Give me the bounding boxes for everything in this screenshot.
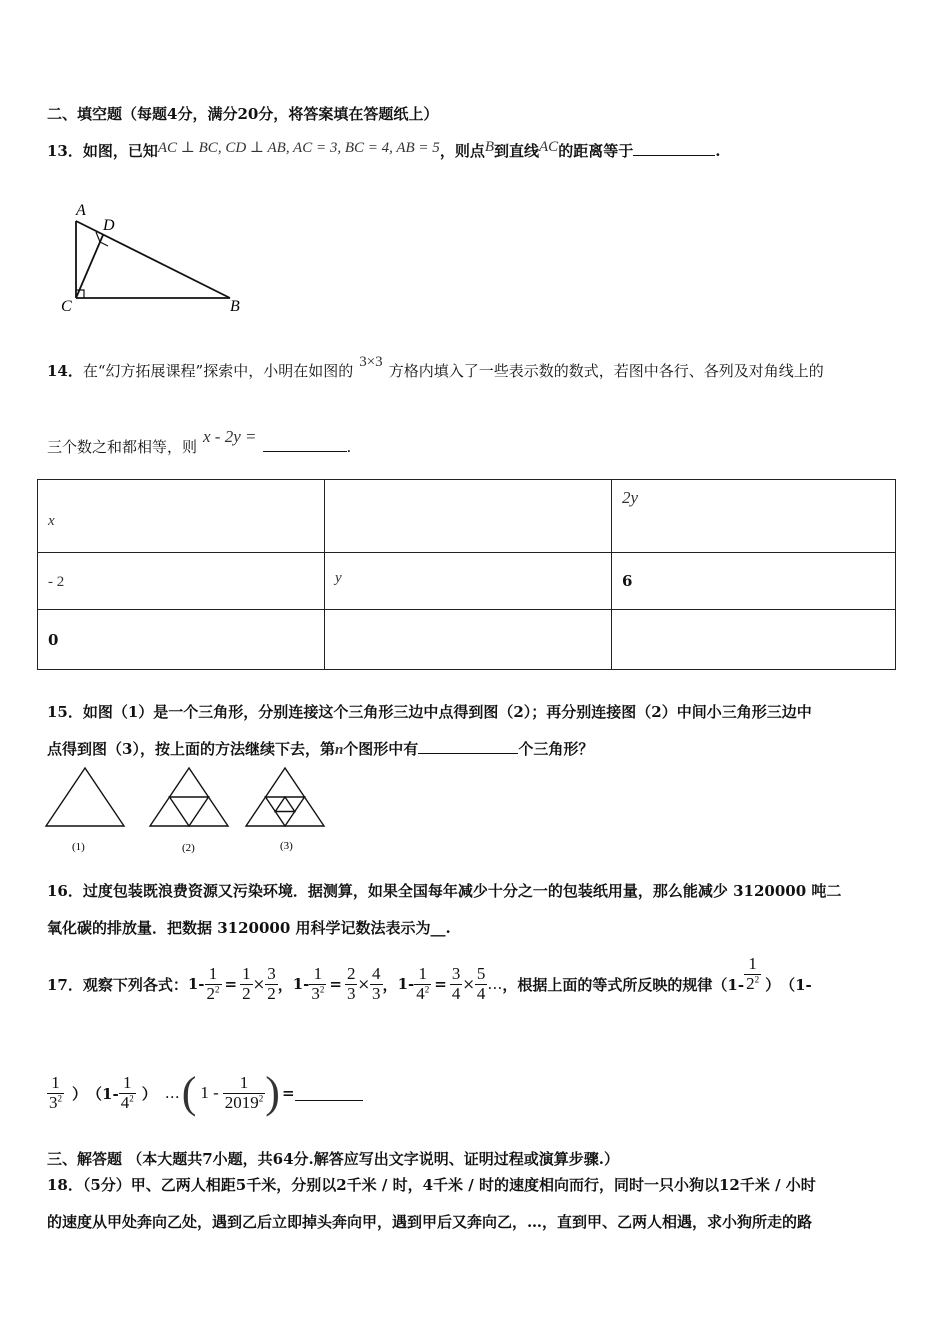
fraction: $\frac{1}{4^2}$ xyxy=(416,963,430,1003)
question-17-line1: 17．观察下列各式： 1- $\frac{1}{2^2}$ = $\frac{1}{2}$ × $\frac{3}{2}$ ， 1- $\frac{1}{3^2}$ = $\frac{2}{3}$ × $\frac{4}{3}$ ， 1- $\frac{1}{4^2}$ = $\frac{3}{4}$ × $\frac{5}{4}$ … ，根据上面的等式所反映的规律（1- $\frac{1}{2^2}$ ） （1- xyxy=(47,953,812,1003)
question-16-line1: 16．过度包装既浪费资源又污染环境．据测算，如果全国每年减少十分之一的包装纸用量，那么能减少 3120000 吨二 xyxy=(47,882,842,900)
question-17-line2: $\frac{1}{3^2}$ ） （1- $\frac{1}{4^2}$ ） … ( 1 - $\frac{1}{2019^2}$ ) = xyxy=(47,1065,363,1121)
grid-cell: 2y xyxy=(612,480,896,553)
left-paren: ( xyxy=(181,1068,197,1117)
q15-line2-pre: 点得到图（3），按上面的方法继续下去，第 xyxy=(47,740,335,758)
label-d: D xyxy=(103,217,115,234)
q13-post: 的距离等于 xyxy=(558,142,634,160)
q17-prefix: 17．观察下列各式： xyxy=(47,975,188,994)
label-c: C xyxy=(61,298,72,315)
question-16-line2: 氧化碳的排放量．把数据 3120000 用科学记数法表示为__. xyxy=(47,919,451,937)
q13-line: AC xyxy=(539,139,559,155)
q13-mid1: ，则点 xyxy=(439,142,485,160)
q14-expression: x - 2y = xyxy=(203,427,257,446)
question-14-line1 xyxy=(47,354,824,381)
q15-var: n xyxy=(334,742,344,758)
q14-end: . xyxy=(346,438,352,456)
q15-line2-mid: 个图形中有 xyxy=(343,740,419,758)
grid-cell xyxy=(325,610,612,670)
question-18-line2: 的速度从甲处奔向乙处，遇到乙后立即掉头奔向甲，遇到甲后又奔向乙，…，直到甲、乙两人相遇，求小狗所走的路 xyxy=(47,1213,813,1231)
fraction: $\frac{1}{4^2}$ xyxy=(120,1072,134,1112)
q14-line2: 三个数之和都相等，则 xyxy=(47,438,198,456)
q15-answer-blank[interactable] xyxy=(418,739,518,754)
fraction: $\frac{1}{2019^2}$ xyxy=(224,1072,264,1112)
q14-text1: 在“幻方拓展课程”探索中，小明在如图的 xyxy=(82,362,354,380)
section-2-title: 二、填空题（每题4分，满分20分，将答案填在答题纸上） xyxy=(47,105,439,123)
label-a: A xyxy=(76,202,86,219)
question-14-line2 xyxy=(47,427,352,457)
grid-cell xyxy=(612,610,896,670)
grid-cell: 6 xyxy=(612,553,896,610)
fraction: $\frac{1}{2}$ xyxy=(242,963,251,1003)
q13-prefix: 13．如图，已知 xyxy=(47,142,158,160)
fraction: $\frac{2}{3}$ xyxy=(346,963,356,1003)
question-15-line1: 15．如图（1）是一个三角形，分别连接这个三角形三边中点得到图（2）；再分别连接图（2）中间小三角形三边中 xyxy=(47,703,812,721)
q17-answer-blank[interactable] xyxy=(295,1086,363,1101)
right-paren: ) xyxy=(265,1068,280,1117)
fraction: $\frac{3}{2}$ xyxy=(267,963,276,1003)
q13-condition: AC ⊥ BC, CD ⊥ AB, AC = 3, BC = 4, AB = 5 xyxy=(157,140,440,156)
fraction: $\frac{1}{2^2}$ xyxy=(746,953,760,993)
question-13 xyxy=(47,140,720,161)
grid-cell xyxy=(325,480,612,553)
triangle-figure-1 xyxy=(46,768,124,826)
caption-2: (2) xyxy=(182,842,195,854)
caption-1: (1) xyxy=(72,841,85,853)
grid-cell: - 2 xyxy=(38,553,325,610)
grid-cell: 0 xyxy=(38,610,325,670)
fraction: $\frac{4}{3}$ xyxy=(372,963,381,1003)
fraction: $\frac{5}{4}$ xyxy=(476,963,486,1003)
q14-text2: 方格内填入了一些表示数的数式，若图中各行、各列及对角线上的 xyxy=(388,362,824,380)
triangle-figure-3 xyxy=(246,768,324,826)
triangle-figure-2 xyxy=(150,768,228,826)
caption-3: (3) xyxy=(280,840,293,852)
fraction: $\frac{1}{3^2}$ xyxy=(311,963,325,1003)
magic-square-grid xyxy=(37,479,896,670)
q15-triangle-figures xyxy=(40,762,340,858)
section-3-title: 三、解答题 （本大题共7小题，共64分.解答应写出文字说明、证明过程或演算步骤.） xyxy=(47,1150,619,1168)
fraction: $\frac{3}{4}$ xyxy=(451,963,461,1003)
q13-end: . xyxy=(715,142,721,160)
question-18-line1: 18．（5分）甲、乙两人相距5千米，分别以2千米 / 时，4千米 / 时的速度相向而行，同时一只小狗以12千米 / 小时 xyxy=(47,1176,816,1194)
q13-mid2: 到直线 xyxy=(494,142,540,160)
q14-size: 3×3 xyxy=(359,354,383,370)
q13-point: B xyxy=(484,139,494,155)
fraction: $\frac{1}{3^2}$ xyxy=(49,1072,62,1112)
question-15-line2 xyxy=(47,738,593,759)
fraction: $\frac{1}{2^2}$ xyxy=(206,963,220,1003)
q14-answer-blank[interactable] xyxy=(263,437,347,452)
grid-cell: y xyxy=(325,553,612,610)
q13-answer-blank[interactable] xyxy=(633,141,715,156)
q14-number: 14． xyxy=(47,362,83,380)
q17-mid: ，根据上面的等式所反映的规律（1- xyxy=(502,975,745,994)
q13-triangle-figure xyxy=(55,198,255,318)
q15-line2-post: 个三角形？ xyxy=(518,740,594,758)
grid-cell: x xyxy=(38,480,325,553)
label-b: B xyxy=(230,298,240,315)
